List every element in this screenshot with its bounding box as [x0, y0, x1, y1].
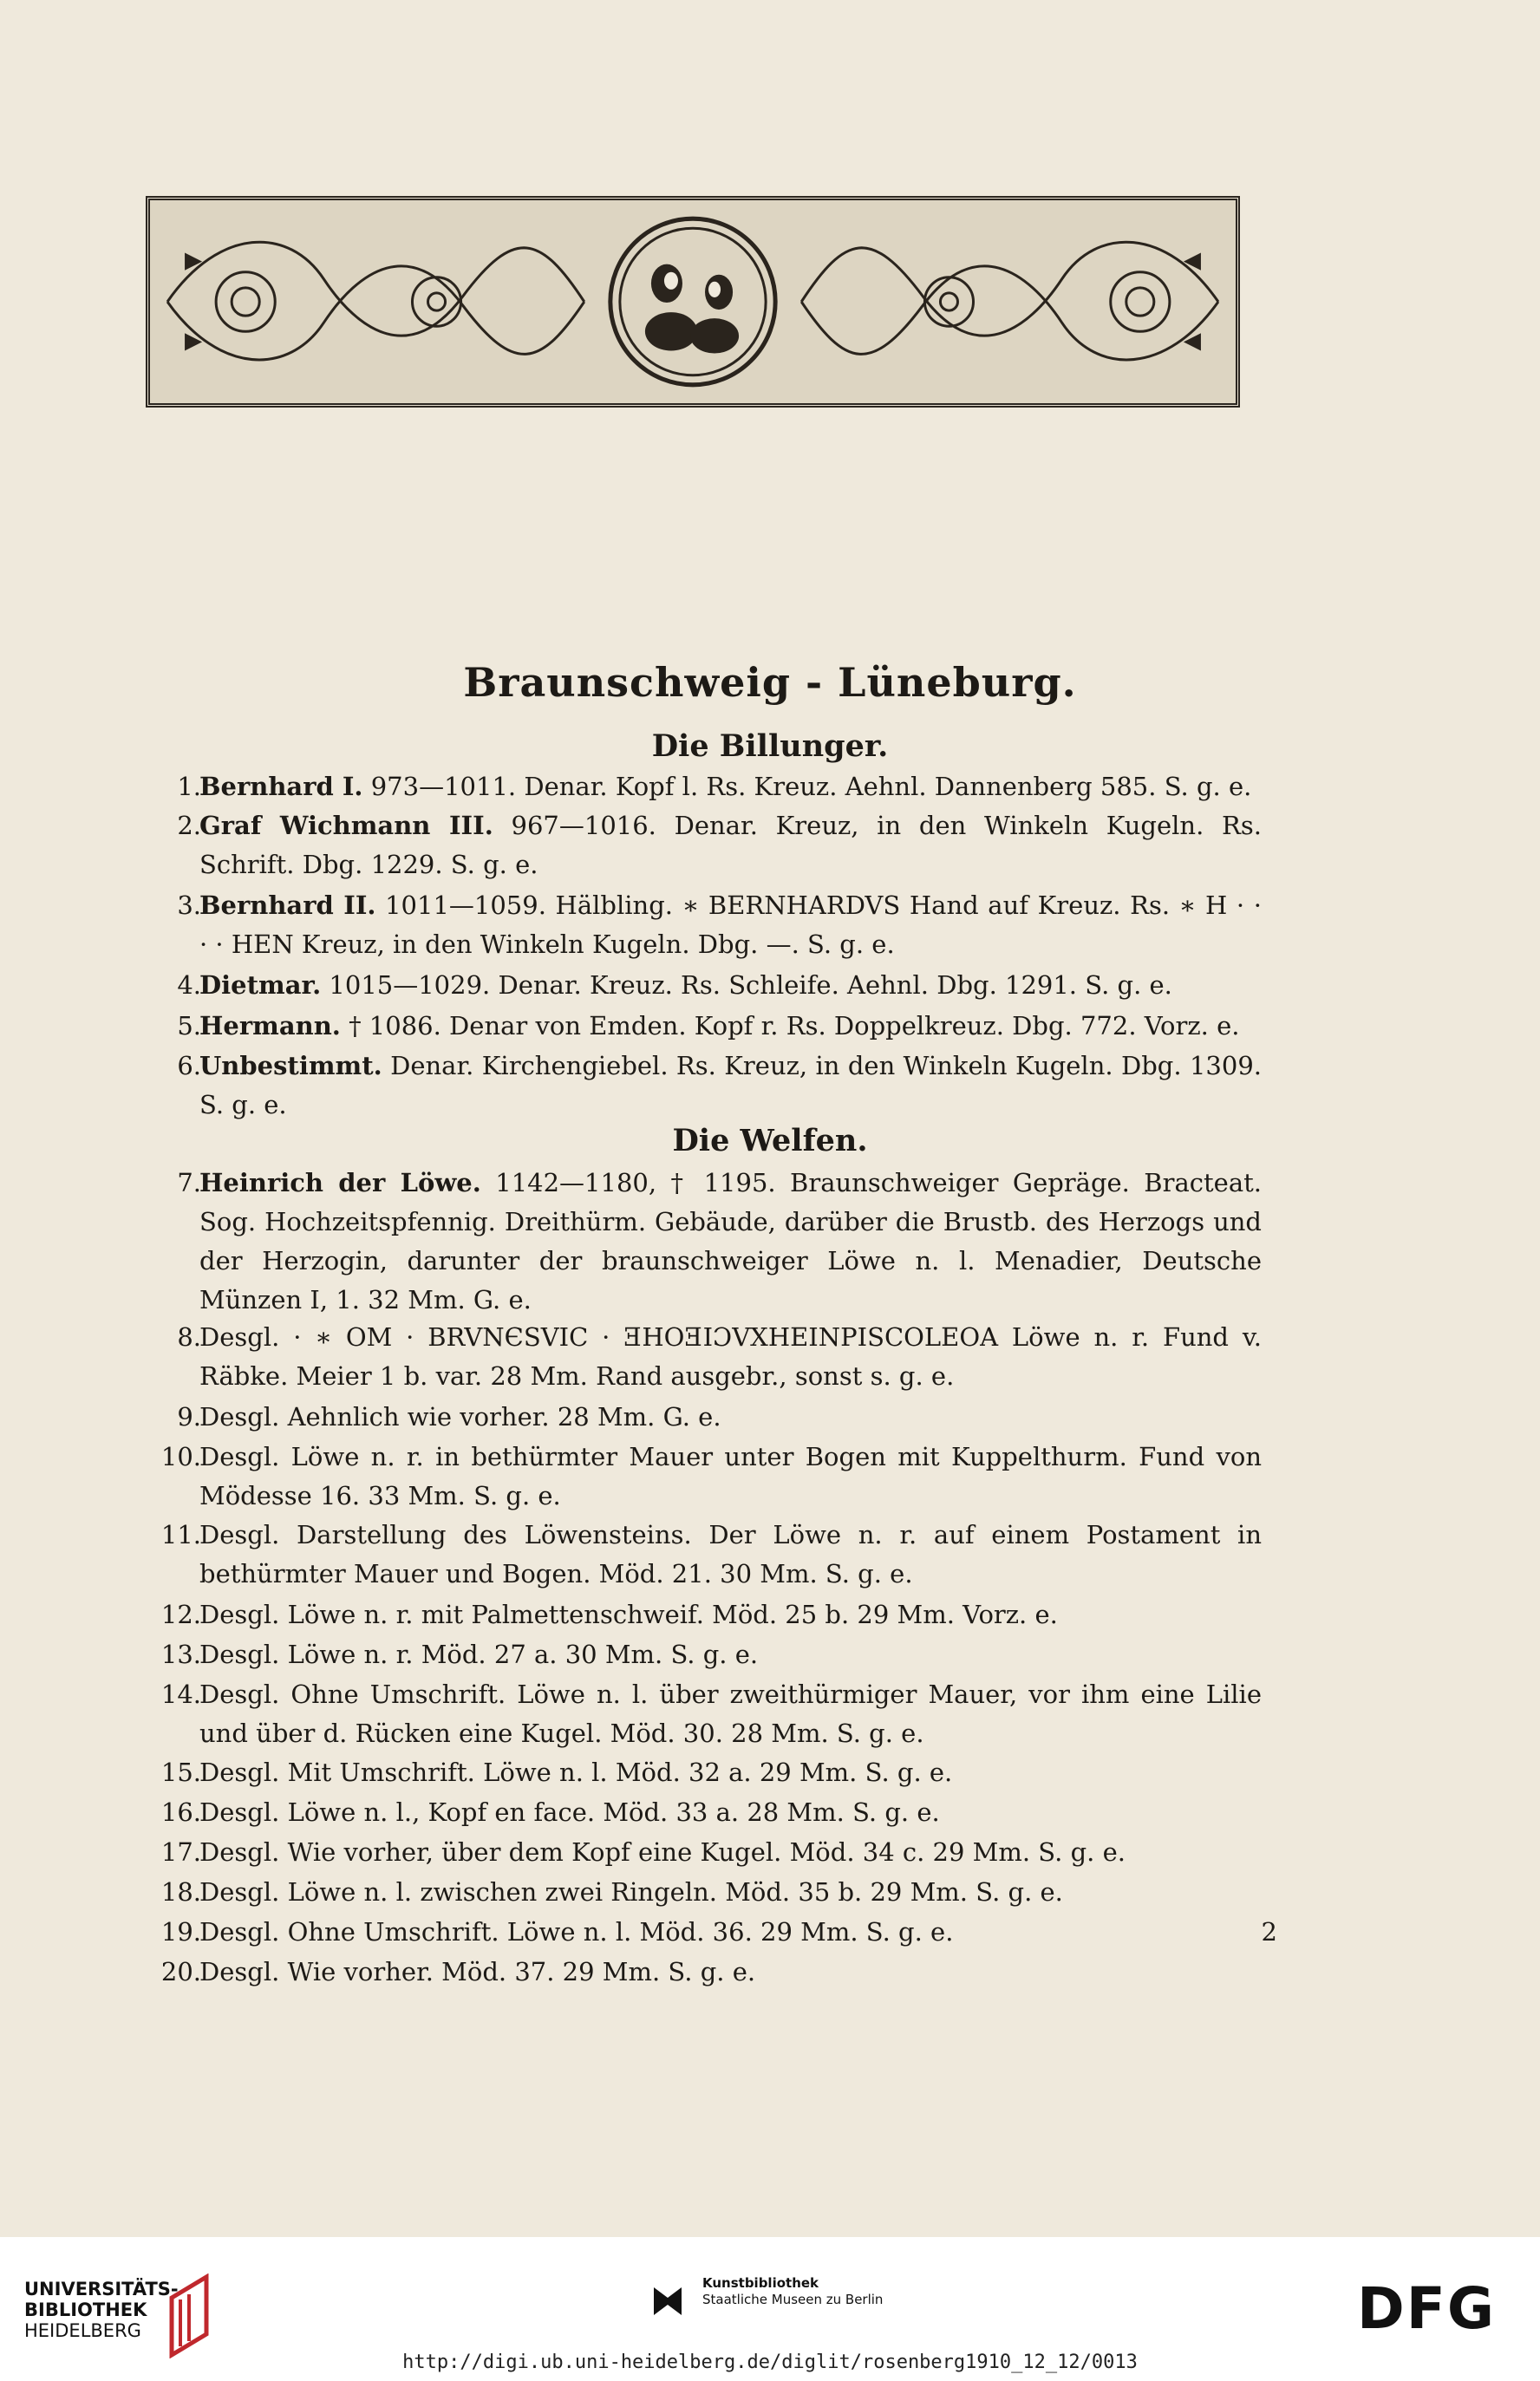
- entry-text: Desgl. Löwe n. r. mit Palmettenschweif. Möd. 25 b. 29 Mm. Vorz. e.: [199, 1600, 1058, 1629]
- margin-number: 2: [1261, 1917, 1277, 1947]
- entry-number: 7.: [177, 1168, 201, 1197]
- ruler-name: Hermann.: [199, 1011, 341, 1040]
- ub-emblem-icon: [163, 2273, 215, 2358]
- entry-number: 20.: [160, 1957, 201, 1986]
- entry-text: Desgl. Wie vorher. Möd. 37. 29 Mm. S. g. e.: [199, 1957, 756, 1986]
- entry-text: Desgl. Löwe n. r. in bethürmter Mauer unter Bogen mit Kuppelthurm. Fund von Mödesse 16. 33 Mm. S. g. e.: [199, 1442, 1262, 1510]
- ruler-name: Heinrich der Löwe.: [199, 1168, 481, 1197]
- ub-logo-line1: UNIVERSITÄTS-: [24, 2279, 179, 2299]
- entry-text: Desgl. · ∗ OM · BRVNЄSVIC · ƎHOƎIƆVXHEINPISCOLEOA Löwe n. r. Fund v. Räbke. Meier 1 b. var. 28 Mm. Rand ausgebr., sonst s. g. e.: [199, 1322, 1262, 1391]
- ornament-vignette-icon: [150, 200, 1236, 403]
- ruler-name: Dietmar.: [199, 970, 322, 1000]
- entry-text: Desgl. Darstellung des Löwensteins. Der Löwe n. r. auf einem Postament in bethürmter Mauer und Bogen. Möd. 21. 30 Mm. S. g. e.: [199, 1520, 1262, 1588]
- entry-number: 16.: [160, 1797, 201, 1827]
- entry-text: Desgl. Löwe n. l., Kopf en face. Möd. 33 a. 28 Mm. S. g. e.: [199, 1797, 940, 1827]
- entry-number: 19.: [160, 1917, 201, 1947]
- entry-number: 17.: [160, 1837, 201, 1867]
- entry-text: Desgl. Löwe n. r. Möd. 27 a. 30 Mm. S. g. e.: [199, 1640, 759, 1669]
- entry-text: Desgl. Mit Umschrift. Löwe n. l. Möd. 32 a. 29 Mm. S. g. e.: [199, 1758, 953, 1787]
- section-heading-billunger: Die Billunger.: [651, 728, 889, 764]
- entry-number: 13.: [160, 1640, 201, 1669]
- entry-text: Desgl. Ohne Umschrift. Löwe n. l. Möd. 36. 29 Mm. S. g. e.: [199, 1917, 954, 1947]
- permalink-url[interactable]: http://digi.ub.uni-heidelberg.de/diglit/rosenberg1910_12_12/0013: [402, 2352, 1138, 2373]
- entry-text: 973—1011. Denar. Kopf l. Rs. Kreuz. Aehnl. Dannenberg 585. S. g. e.: [362, 772, 1252, 801]
- ub-logo-line2: BIBLIOTHEK: [24, 2299, 147, 2320]
- ruler-name: Graf Wichmann III.: [199, 811, 493, 840]
- entry-number: 3.: [177, 890, 201, 920]
- entry-number: 10.: [160, 1442, 201, 1471]
- ornamental-header-band: [146, 196, 1240, 408]
- ruler-name: Unbestimmt.: [199, 1051, 382, 1080]
- kb-line1: Kunstbibliothek: [702, 2275, 819, 2291]
- kunstbibliothek-label[interactable]: [702, 2275, 883, 2308]
- entry-number: 2.: [177, 811, 201, 840]
- entry-text: Denar. Kirchengiebel. Rs. Kreuz, in den Winkeln Kugeln. Dbg. 1309. S. g. e.: [199, 1051, 1262, 1119]
- entry-text: 1011—1059. Hälbling. ∗ BERNHARDVS Hand auf Kreuz. Rs. ∗ H · · · · HEN Kreuz, in den Winkeln Kugeln. Dbg. —. S. g. e.: [199, 890, 1262, 959]
- entry-text: 1142—1180, † 1195. Braunschweiger Gepräge. Bracteat. Sog. Hochzeitspfennig. Dreithürm. Gebäude, darüber die Brustb. des Herzogs und der Herzogin, darunter der braunschweiger Löwe n. l. Menadier, Deutsche Münzen I, 1. 32 Mm. G. e.: [199, 1168, 1262, 1314]
- entry-number: 12.: [160, 1600, 201, 1629]
- entry-number: 15.: [160, 1758, 201, 1787]
- entry-number: 18.: [160, 1877, 201, 1907]
- page-title: Braunschweig - Lüneburg.: [463, 659, 1077, 706]
- kunstbibliothek-logo-icon: [650, 2280, 685, 2319]
- entry-number: 6.: [177, 1051, 201, 1080]
- entry-text: Desgl. Löwe n. l. zwischen zwei Ringeln. Möd. 35 b. 29 Mm. S. g. e.: [199, 1877, 1063, 1907]
- entry-number: 5.: [177, 1011, 201, 1040]
- ub-heidelberg-logo[interactable]: [24, 2279, 179, 2341]
- ruler-name: Bernhard I.: [199, 772, 363, 801]
- entry-text: Desgl. Ohne Umschrift. Löwe n. l. über zweithürmiger Mauer, vor ihm eine Lilie und über d. Rücken eine Kugel. Möd. 30. 28 Mm. S. g. e.: [199, 1680, 1262, 1748]
- entry-number: 14.: [160, 1680, 201, 1709]
- ub-logo-line3: HEIDELBERG: [24, 2320, 141, 2341]
- entry-text: Desgl. Wie vorher, über dem Kopf eine Kugel. Möd. 34 c. 29 Mm. S. g. e.: [199, 1837, 1126, 1867]
- section-heading-welfen: Die Welfen.: [672, 1123, 868, 1158]
- ruler-name: Bernhard II.: [199, 890, 376, 920]
- entry-number: 1.: [177, 772, 201, 801]
- kb-line2: Staatliche Museen zu Berlin: [702, 2292, 884, 2307]
- entry-text: Desgl. Aehnlich wie vorher. 28 Mm. G. e.: [199, 1402, 721, 1432]
- entry-text: 967—1016. Denar. Kreuz, in den Winkeln Kugeln. Rs. Schrift. Dbg. 1229. S. g. e.: [199, 811, 1262, 879]
- dfg-logo[interactable]: DFG: [1357, 2275, 1497, 2342]
- entry-number: 8.: [177, 1322, 201, 1352]
- entry-text: 1015—1029. Denar. Kreuz. Rs. Schleife. Aehnl. Dbg. 1291. S. g. e.: [321, 970, 1172, 1000]
- entry-number: 9.: [177, 1402, 201, 1432]
- entry-text: † 1086. Denar von Emden. Kopf r. Rs. Doppelkreuz. Dbg. 772. Vorz. e.: [340, 1011, 1240, 1040]
- entry-number: 11.: [160, 1520, 201, 1549]
- entry-number: 4.: [177, 970, 201, 1000]
